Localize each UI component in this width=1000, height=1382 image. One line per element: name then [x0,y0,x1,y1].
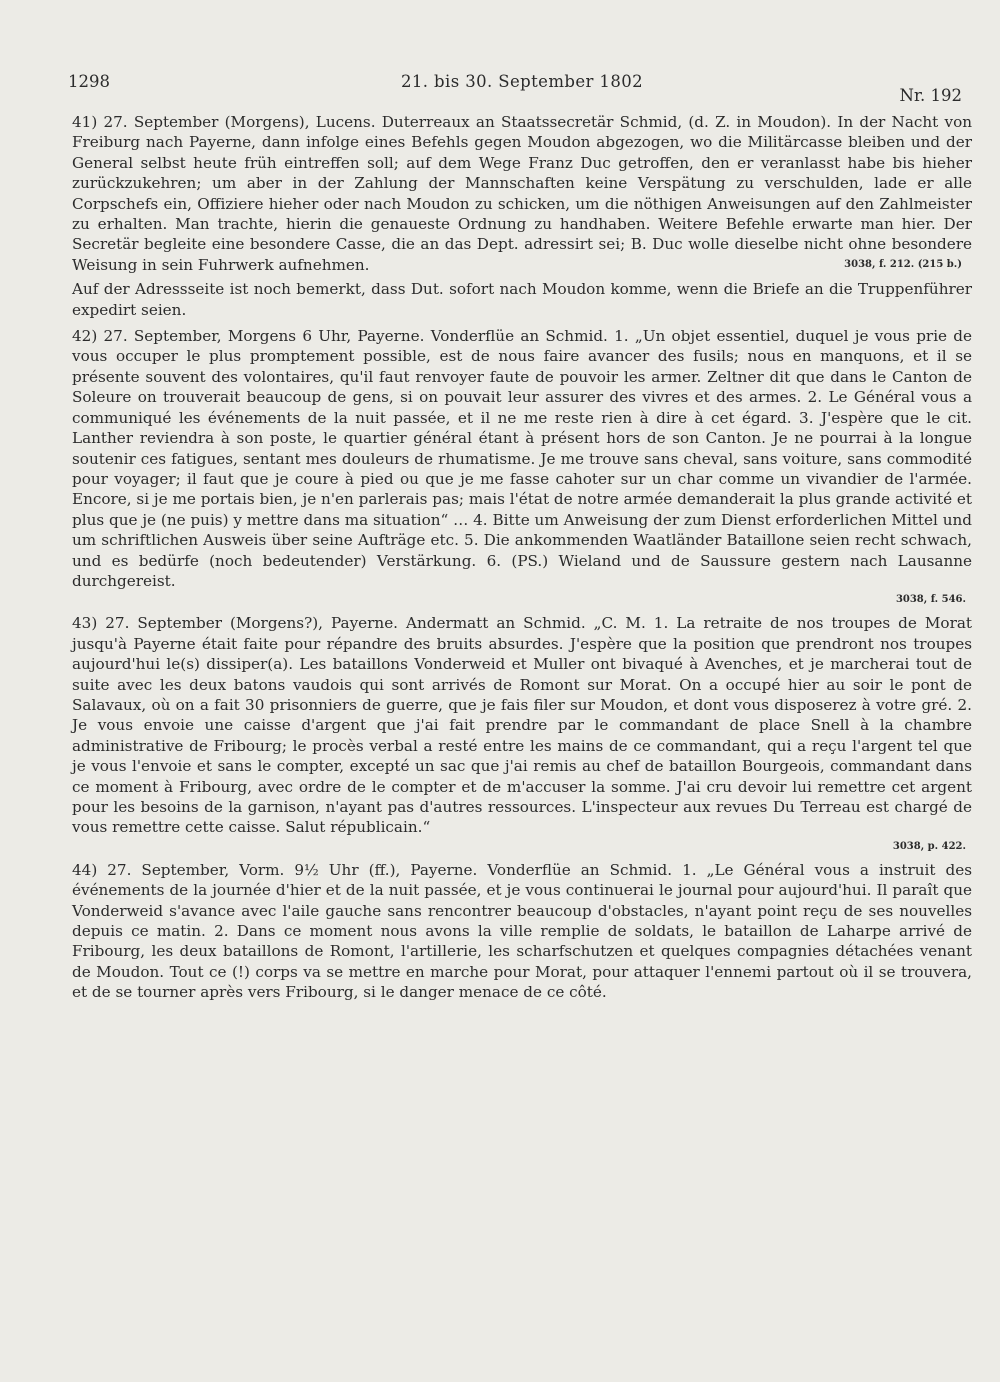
body-text [72,112,972,1003]
entry-text [72,112,972,275]
entry-paragraph: 41) 27. September (Morgens), Lucens. Duterreaux an Staatssecretär Schmid, (d. Z. in Moudon). In der Nacht von Freiburg nach Payerne, dann infolge eines Befehls gegen Moudon abgezogen, wo die Militärcasse bleiben und der General selbst heute früh eintreffen soll; auf dem Wege Franz Duc getroffen, den er veranlasst habe bis hieher zurückzukehren; um aber in der Zahlung der Mannschaften keine Verspätung zu verschulden, lade er alle Corpschefs ein, Offiziere hieher oder nach Moudon zu schicken, um die nöthigen Anweisungen auf den Zahlmeister zu erhalten. Man trachte, hierin die genaueste Ordnung zu handhaben. Weitere Befehle erwarte man hier. Der Secretär begleite eine besondere Casse, die an das Dept. adressirt sei; B. Duc wolle dieselbe nicht ohne besondere Weisung in sein Fuhrwerk aufnehmen. [72,113,972,274]
entry-text: 42) 27. September, Morgens 6 Uhr, Payerne. Vonderflüe an Schmid. 1. „Un objet essentiel, duquel je vous prie de vous occuper le plus promptement possible, est de nous faire avancer des fusils; nous en manquons, et il se présente souvent des volontaires, qu'il faut renvoyer faute de pouvoir les armer. Zeltner dit que dans le Canton de Soleure on trouverait beaucoup de gens, si on pouvait leur assurer des vivres et des armes. 2. Le Général vous a communiqué les événements de la nuit passée, et il ne me reste rien à dire à cet égard. 3. J'espère que le cit. Lanther reviendra à son poste, le quartier général étant à présent hors de son Canton. Je ne pourrai à la longue soutenir ces fatigues, sentant mes douleurs de rhumatisme. Je me trouve sans cheval, sans voiture, sans commodité pour voyager; il faut que je coure à pied ou que je me fasse cahoter sur un char comme un vivandier de l'armée. Encore, si je me portais bien, je n'en parlerais pas; mais l'état de notre armée demanderait la plus grande activité et plus que je (ne puis) y mettre dans ma situation“ … 4. Bitte um Anweisung der zum Dienst erforderlichen Mittel und um schriftlichen Ausweis über seine Aufträge etc. 5. Die ankommenden Waatländer Bataillone seien recht schwach, und es bedürfe (noch bedeutender) Verstärkung. 6. (PS.) Wieland und de Saussure gestern nach Lausanne durchgereist. [72,327,972,590]
entry-44 [72,860,972,1003]
entry-text: 43) 27. September (Morgens?), Payerne. Andermatt an Schmid. „C. M. 1. La retraite de nos troupes de Morat jusqu'à Payerne était faite pour répandre des bruits absurdes. J'espère que la position que prendront nos troupes aujourd'hui le(s) dissiper(a). Les bataillons Vonderweid et Muller ont bivaqué à Avenches, et je marcherai tout de suite avec les deux batons vaudois qui sont arrivés de Romont sur Morat. On a occupé hier au soir le pont de Salavaux, où on a fait 30 prisonniers de guerre, que je fais filer sur Moudon, et dont vous disposerez à votre gré. 2. Je vous envoie une caisse d'argent que j'ai fait prendre par le commandant de place Snell à la chambre administrative de Fribourg; le procès verbal a resté entre les mains de ce commandant, qui a reçu l'argent tel que je vous l'envoie et sans le compter, excepté un sac que j'ai remis au chef de bataillon Bourgeois, commandant dans ce moment à Fribourg, avec ordre de le compter et de m'accuser la somme. J'ai cru devoir lui remettre cet argent pour les besoins de la garnison, n'ayant pas d'autres ressources. L'inspecteur aux revues Du Terreau est chargé de vous remettre cette caisse. Salut républicain.“ [72,614,972,837]
document-number: Nr. 192 [899,86,962,105]
running-head [68,72,972,105]
entry-42 [72,326,972,607]
entry-41 [72,112,972,320]
source-reference: 3038, f. 546. [895,594,966,606]
source-reference: 3038, p. 422. [892,840,966,852]
entry-43 [72,613,972,853]
entry-text: 44) 27. September, Vorm. 9½ Uhr (ff.), Payerne. Vonderflüe an Schmid. 1. „Le Général vous a instruit des événements de la journée d'hier et de la nuit passée, et je vous continuerai le journal pour aujourd'hui. Il paraît que Vonderweid s'avance avec l'aile gauche sans rencontrer beaucoup d'obstacles, n'ayant point reçu de ses nouvelles depuis ce matin. 2. Dans ce moment nous avons la ville remplie de soldats, le bataillon de Laharpe arrivé de Fribourg, les deux bataillons de Romont, l'artillerie, les scharfschutzen et quelques compagnies détachées venant de Moudon. Tout ce (!) corps va se mettre en marche pour Morat, pour attaquer l'ennemi partout où il se trouvera, et de se tourner après vers Fribourg, si le danger menace de ce côté. [72,860,972,1002]
page-number: 1298 [68,72,110,91]
entry-note: Auf der Adressseite ist noch bemerkt, dass Dut. sofort nach Moudon komme, wenn die Briefe an die Truppenführer expedirt seien. [72,280,972,319]
running-title: 21. bis 30. September 1802 [400,72,644,91]
source-reference: 3038, f. 212. (215 b.) [844,258,962,270]
